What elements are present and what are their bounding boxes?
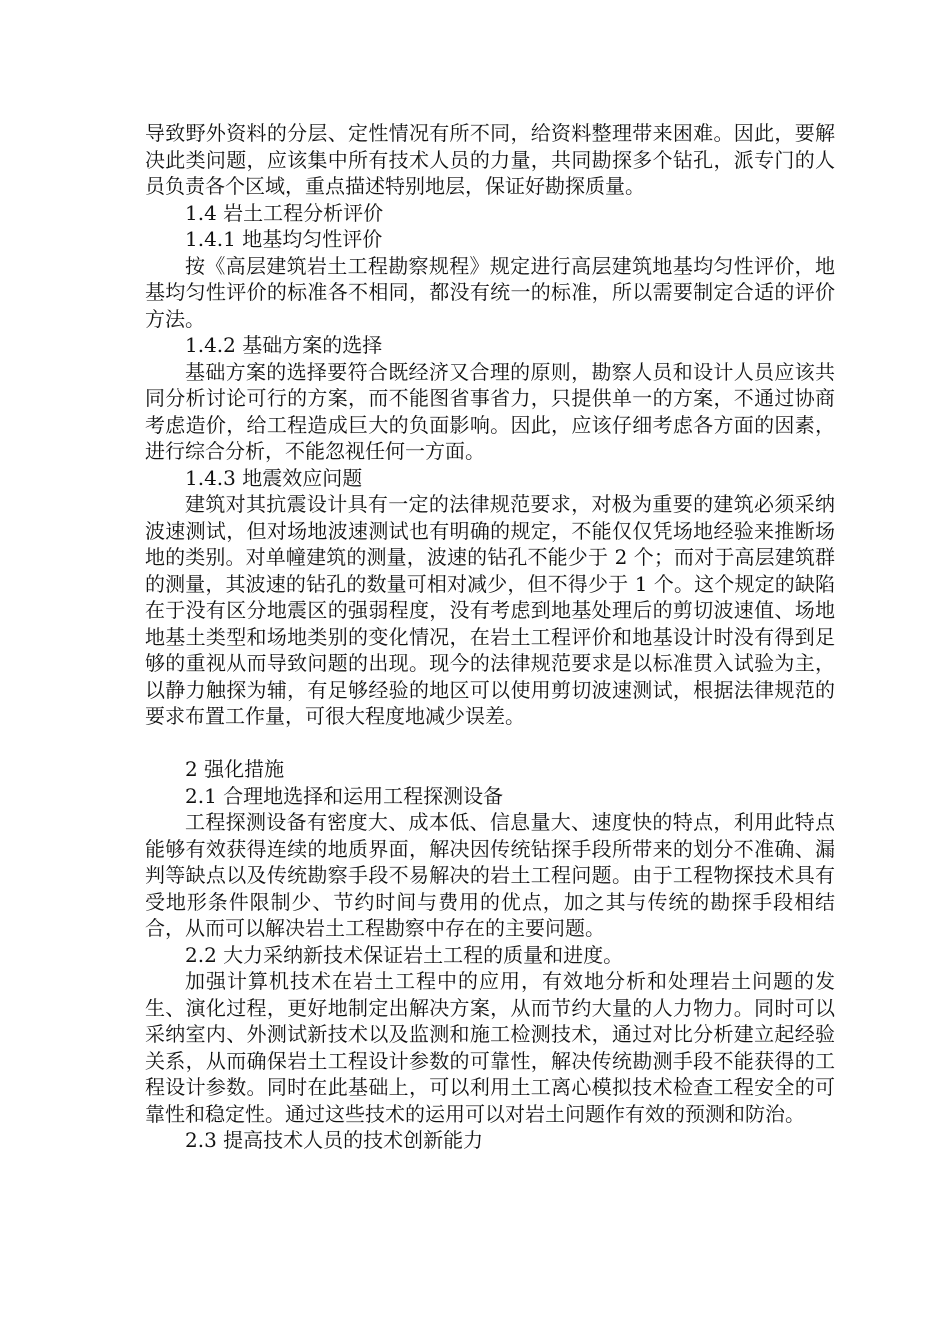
document-page <box>145 120 835 1154</box>
section-heading-1-4-2: 1.4.2 基础方案的选择 <box>185 333 383 357</box>
section-heading-2-1: 2.1 合理地选择和运用工程探测设备 <box>185 783 504 808</box>
paragraph-gap <box>145 730 835 757</box>
section-heading-1-4: 1.4 岩土工程分析评价 <box>185 200 384 225</box>
paragraph-continuation: 导致野外资料的分层、定性情况有所不同，给资料整理带来困难。因此，要解决此类问题，应该集中所有技术人员的力量，共同勘探多个钻孔，派专门的人员负责各个区域，重点描述特别地层，保证好勘探质量。 <box>145 121 835 198</box>
section-heading-2-3: 2.3 提高技术人员的技术创新能力 <box>185 1128 484 1152</box>
paragraph-seismic-effect: 建筑对其抗震设计具有一定的法律规范要求，对极为重要的建筑必须采纳波速测试，但对场地波速测试也有明确的规定，不能仅仅凭场地经验来推断场地的类别。对单幢建筑的测量，波速的钻孔不能少于 2 个；而对于高层建筑群的测量，其波速的钻孔的数量可相对减少，但不得少于 1 个。这个规定的缺陷在于没有区分地震区的强弱程度，没有考虑到地基处理后的剪切波速值、场地地基土类型和场地类别的变化情况，在岩土工程评价和地基设计时没有得到足够的重视从而导致问题的出现。现今的法律规范要求是以标准贯入试验为主，以静力触探为辅，有足够经验的地区可以使用剪切波速测试，根据法律规范的要求布置工作量，可很大程度地减少误差。 <box>145 492 835 728</box>
paragraph-new-technology: 加强计算机技术在岩土工程中的应用，有效地分析和处理岩土问题的发生、演化过程，更好地制定出解决方案，从而节约大量的人力物力。同时可以采纳室内、外测试新技术以及监测和施工检测技术，通过对比分析建立起经验关系，从而确保岩土工程设计参数的可靠性，解决传统勘测手段不能获得的工程设计参数。同时在此基础上，可以利用土工离心模拟技术检查工程安全的可靠性和稳定性。通过这些技术的运用可以对岩土问题作有效的预测和防治。 <box>145 969 835 1126</box>
section-heading-2-2: 2.2 大力采纳新技术保证岩土工程的质量和进度。 <box>185 942 624 967</box>
section-heading-2: 2 强化措施 <box>185 757 285 781</box>
paragraph-foundation-uniformity: 按《高层建筑岩土工程勘察规程》规定进行高层建筑地基均匀性评价，地基均匀性评价的标准各不相同，都没有统一的标准，所以需要制定合适的评价方法。 <box>145 253 835 331</box>
paragraph-detection-equipment: 工程探测设备有密度大、成本低、信息量大、速度快的特点，利用此特点能够有效获得连续的地质界面，解决因传统钻探手段所带来的划分不准确、漏判等缺点以及传统勘察手段不易解决的岩土工程问题。由于工程物探技术具有受地形条件限制少、节约时间与费用的优点，加之其与传统的勘探手段相结合，从而可以解决岩土工程勘察中存在的主要问题。 <box>145 810 835 940</box>
section-heading-1-4-3: 1.4.3 地震效应问题 <box>185 465 363 490</box>
section-heading-1-4-1: 1.4.1 地基均匀性评价 <box>185 227 383 251</box>
paragraph-foundation-scheme: 基础方案的选择要符合既经济又合理的原则，勘察人员和设计人员应该共同分析讨论可行的方案，而不能图省事省力，只提供单一的方案，不通过协商考虑造价，给工程造成巨大的负面影响。因此，应该仔细考虑各方面的因素，进行综合分析，不能忽视任何一方面。 <box>145 359 835 463</box>
